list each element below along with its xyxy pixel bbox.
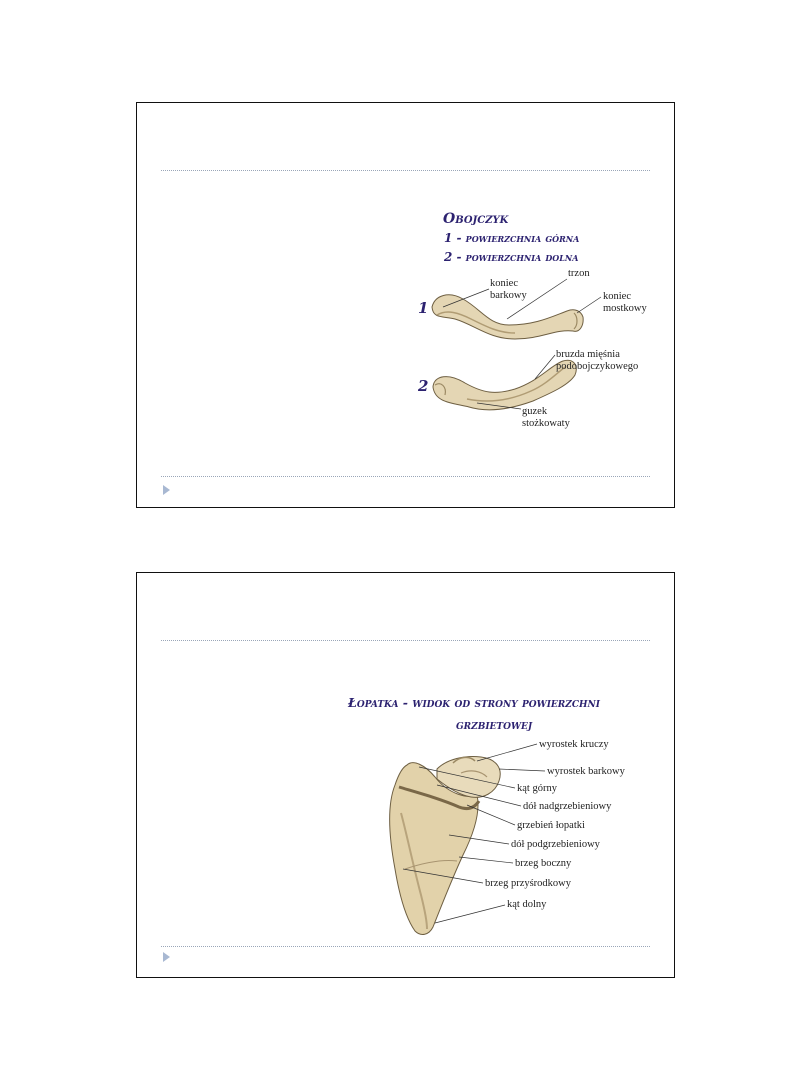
- label-wyrostek-barkowy: wyrostek barkowy: [547, 766, 625, 777]
- clavicle-view2-caption: 2 - powierzchnia dolna: [444, 250, 579, 264]
- label-brzeg-boczny: brzeg boczny: [515, 858, 572, 869]
- label-koniec-barkowy: koniec barkowy: [490, 278, 527, 301]
- scapula-heading-line1: Łopatka - widok od strony powierzchni: [348, 695, 600, 710]
- label-trzon: trzon: [568, 268, 590, 279]
- clavicle-lower-view: [433, 360, 576, 410]
- view1-number: 1: [418, 299, 429, 317]
- label-koniec-mostkowy: koniec mostkowy: [603, 291, 647, 314]
- label-kat-gorny: kąt górny: [517, 783, 557, 794]
- view2-number: 2: [418, 377, 429, 395]
- clavicle-heading: Obojczyk: [443, 211, 509, 227]
- label-guzek: guzek stożkowaty: [522, 406, 570, 429]
- label-wyrostek-kruczy: wyrostek kruczy: [539, 739, 609, 750]
- label-brzeg-przysrodkowy: brzeg przyśrodkowy: [485, 878, 572, 889]
- label-bruzda: bruzda mięśnia podobojczykowego: [556, 349, 639, 372]
- label-dol-nadgrzebieniowy: dół nadgrzebieniowy: [523, 801, 612, 812]
- label-dol-podgrzebieniowy: dół podgrzebieniowy: [511, 839, 600, 850]
- label-grzebien-lopatki: grzebień łopatki: [517, 820, 585, 831]
- clavicle-illustration: [137, 103, 676, 509]
- clavicle-view1-caption: 1 - powierzchnia górna: [444, 231, 580, 245]
- slide-clavicle: [136, 102, 675, 508]
- slide-scapula: [136, 572, 675, 978]
- scapula-heading-line2: grzbietowej: [456, 717, 533, 732]
- label-kat-dolny: kąt dolny: [507, 899, 547, 910]
